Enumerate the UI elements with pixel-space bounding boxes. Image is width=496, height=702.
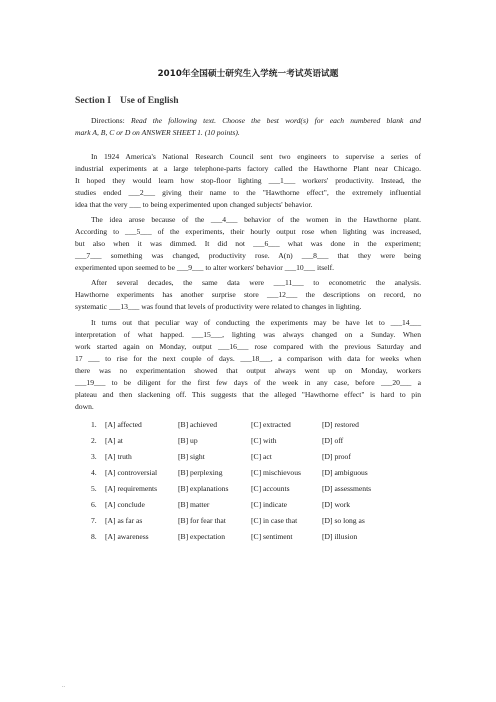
option-b: [B] perplexing bbox=[178, 468, 223, 477]
option-b: [B] up bbox=[178, 436, 198, 445]
option-c: [C] with bbox=[251, 436, 277, 445]
question-number: 7. bbox=[91, 516, 97, 525]
question-number: 6. bbox=[91, 500, 97, 509]
option-a: [A] at bbox=[105, 436, 123, 445]
footer-mark: .. bbox=[62, 683, 65, 689]
question-number: 5. bbox=[91, 484, 97, 493]
option-c: [C] sentiment bbox=[251, 532, 293, 541]
passage-line: interpretation of what happed. ___15___, lighting was always changed on a Sunday. When bbox=[75, 330, 421, 339]
passage-line: idea that the very ___ to being experimented upon changed subjects' behavior. bbox=[75, 200, 313, 209]
section-name: Use of English bbox=[119, 95, 179, 106]
option-a: [A] affected bbox=[105, 420, 142, 429]
option-b: [B] achieved bbox=[178, 420, 218, 429]
question-number: 8. bbox=[91, 532, 97, 541]
passage-line: It hoped they would learn how stop-floor lighting ___1___ workers' productivity. Instead, the bbox=[75, 176, 421, 185]
passage-line: It turns out that peculiar way of conducting the experiments may be have let to ___14___ bbox=[91, 318, 421, 327]
passage-line: Hawthorne experiments has another surprise store ___12___ the descriptions on record, no bbox=[75, 290, 421, 299]
passage-line: work started again on Monday, output ___16___ rose compared with the previous Saturday and bbox=[75, 342, 421, 351]
passage-line: ___19___ to be diligent for the first few days of the week in any case, before ___20___ a bbox=[75, 378, 421, 387]
option-b: [B] for fear that bbox=[178, 516, 226, 525]
option-a: [A] controversial bbox=[105, 468, 158, 477]
option-c: [C] act bbox=[251, 452, 272, 461]
directions-label: Directions: bbox=[91, 116, 125, 125]
passage-line: ___7___ something was changed, productivity rose. A(n) ___8___ that they were being bbox=[75, 251, 421, 260]
option-d: [D] illusion bbox=[322, 532, 358, 541]
option-d: [D] work bbox=[322, 500, 351, 509]
option-a: [A] truth bbox=[105, 452, 132, 461]
directions-line bbox=[91, 116, 421, 126]
passage-line: In 1924 America's National Research Council sent two engineers to supervise a series of bbox=[91, 152, 421, 161]
option-a: [A] conclude bbox=[105, 500, 145, 509]
option-c: [C] in case that bbox=[251, 516, 298, 525]
option-d: [D] restored bbox=[322, 420, 359, 429]
option-b: [B] explanations bbox=[178, 484, 229, 493]
option-a: [A] as far as bbox=[105, 516, 143, 525]
passage-line: systematic ___13___ was found that levels of productivity were related to changes in lighting. bbox=[75, 302, 362, 311]
option-c: [C] extracted bbox=[251, 420, 291, 429]
question-number: 2. bbox=[91, 436, 97, 445]
question-number: 4. bbox=[91, 468, 97, 477]
option-c: [C] mischievous bbox=[251, 468, 301, 477]
section-heading bbox=[75, 95, 179, 106]
passage-line: 17 ___ to rise for the next couple of days. ___18___, a comparison with data for weeks when bbox=[75, 354, 421, 363]
passage-line: but also when it was dimmed. It did not ___6___ what was done in the experiment; bbox=[75, 239, 421, 248]
page-title: 2010年全国硕士研究生入学统一考试英语试题 bbox=[157, 69, 339, 79]
directions-text: Read the following text. Choose the best word(s) for each numbered blank and bbox=[130, 116, 421, 125]
question-number: 1. bbox=[91, 420, 97, 429]
passage-line: According to ___5___ of the experiments, their hourly output rose when lighting was increased, bbox=[75, 227, 421, 236]
section-label: Section I bbox=[75, 95, 111, 106]
option-b: [B] sight bbox=[178, 452, 205, 461]
passage-line: After several decades, the same data were ___11___ to econometric the analysis. bbox=[91, 278, 421, 287]
option-d: [D] proof bbox=[322, 452, 351, 461]
option-b: [B] expectation bbox=[178, 532, 226, 541]
passage-line: plateau and then slackening off. This suggests that the alleged "Hawthorne effect" is hard to pin bbox=[75, 390, 421, 399]
option-b: [B] matter bbox=[178, 500, 210, 509]
passage-line: industrial experiments at a large telephone-parts factory called the Hawthorne Plant near Chicago. bbox=[75, 164, 421, 173]
passage-line: The idea arose because of the ___4___ behavior of the women in the Hawthorne plant. bbox=[91, 215, 421, 224]
option-d: [D] ambiguous bbox=[322, 468, 368, 477]
passage-line: down. bbox=[75, 402, 94, 411]
option-d: [D] so long as bbox=[322, 516, 365, 525]
option-c: [C] indicate bbox=[251, 500, 288, 509]
option-a: [A] requirements bbox=[105, 484, 158, 493]
passage-line: there was no experimentation showed that output always went up on Monday, workers bbox=[75, 366, 421, 375]
option-d: [D] assessments bbox=[322, 484, 372, 493]
option-a: [A] awareness bbox=[105, 532, 149, 541]
passage-line: experimented upon seemed to be ___9___ to alter workers' behavior ___10___ itself. bbox=[75, 263, 335, 272]
option-d: [D] off bbox=[322, 436, 344, 445]
passage-line: studies ended ___2___ giving their name to the "Hawthorne effect", the extremely influential bbox=[75, 188, 421, 197]
directions-line: mark A, B, C or D on ANSWER SHEET 1. (10 points). bbox=[75, 128, 240, 137]
question-number: 3. bbox=[91, 452, 97, 461]
option-c: [C] accounts bbox=[251, 484, 290, 493]
